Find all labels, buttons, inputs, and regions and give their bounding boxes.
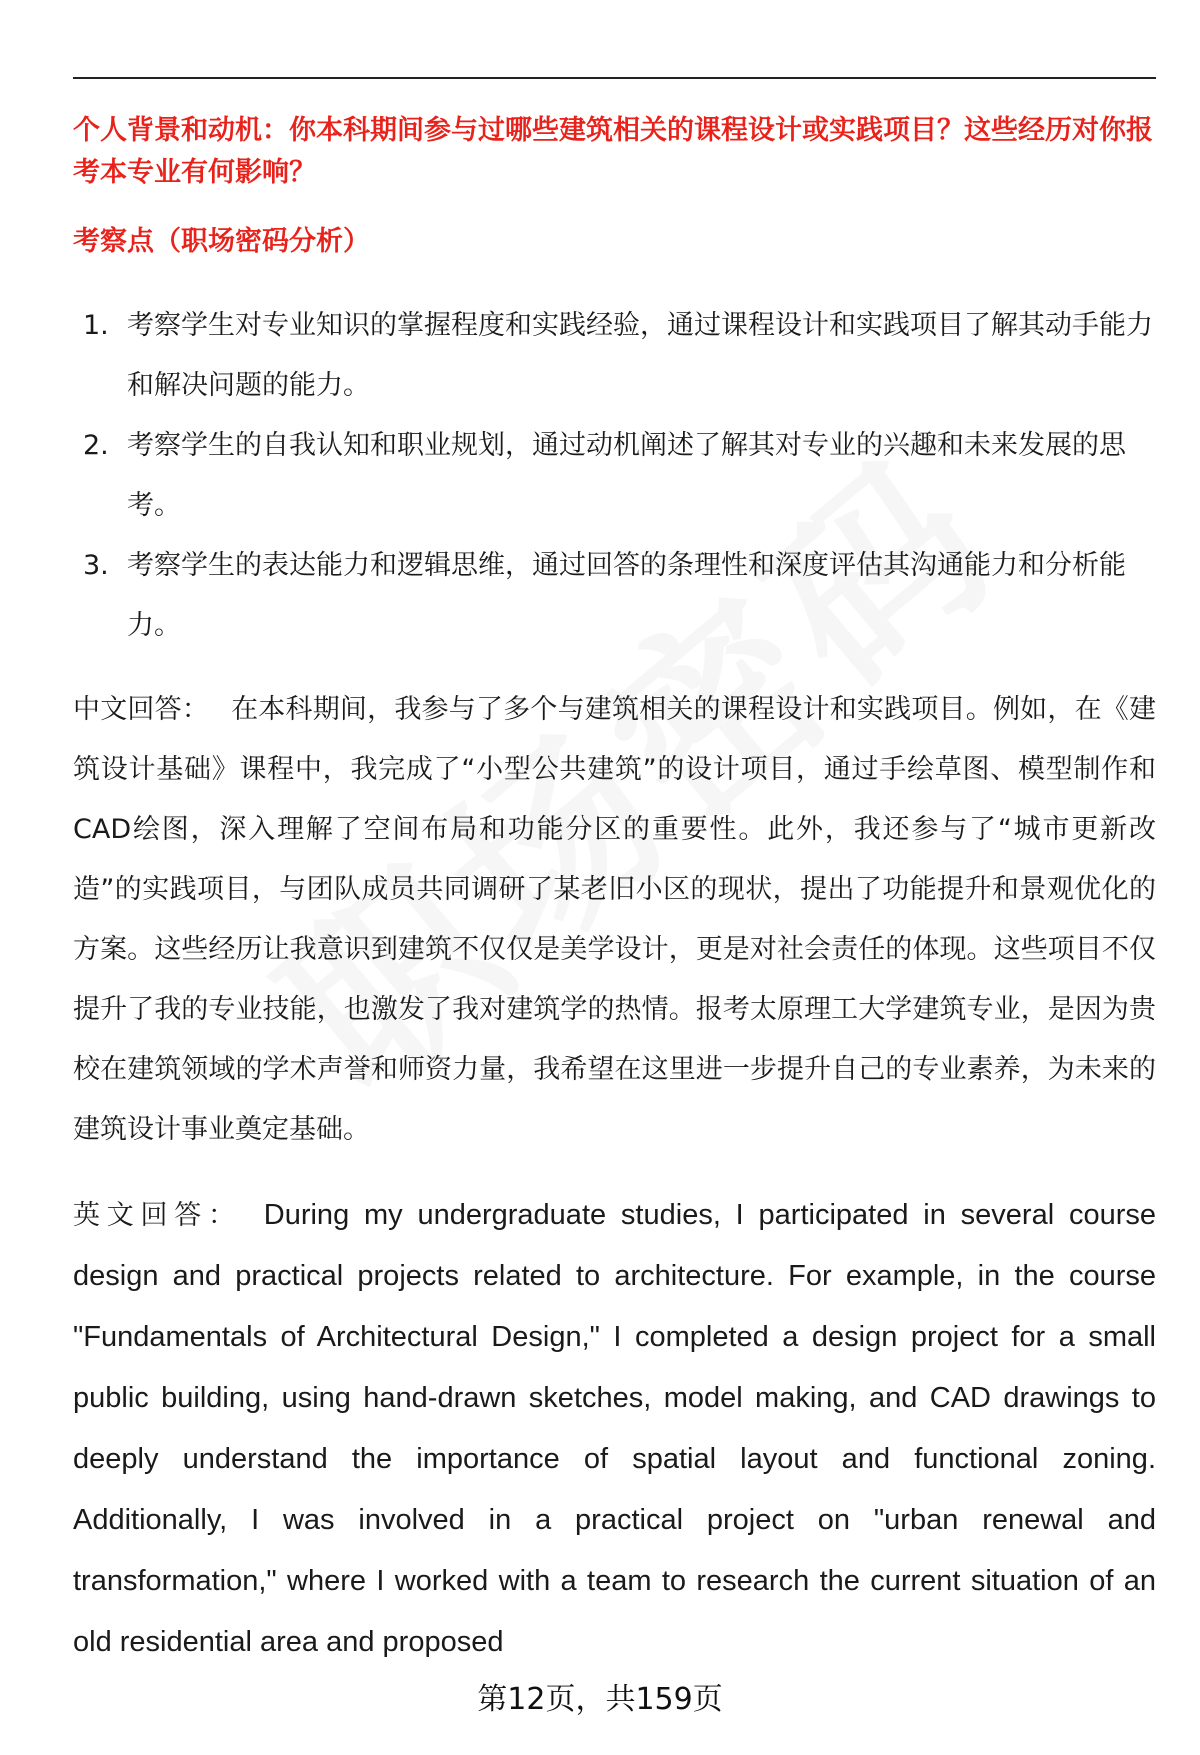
list-item-number: 3. xyxy=(83,550,109,581)
section-heading: 考察点（职场密码分析） xyxy=(73,226,370,257)
list-item xyxy=(73,536,1156,656)
question-heading: 个人背景和动机：你本科期间参与过哪些建筑相关的课程设计或实践项目？这些经历对你报考本专业有何影响？ xyxy=(73,115,1153,188)
list-item-text: 考察学生的表达能力和逻辑思维，通过回答的条理性和深度评估其沟通能力和分析能力。 xyxy=(127,550,1126,641)
english-answer xyxy=(73,1185,1156,1673)
english-answer-text: During my undergraduate studies, I participated in several course design and practical projects related to architecture. For example, in the course "Fundamentals of Architectural Design," I completed a design project for a small public building, using hand-drawn sketches, model making, and CAD drawings to deeply understand the importance of spatial layout and functional zoning. Additionally, I was involved in a practical project on "urban renewal and transformation," where I worked with a team to research the current situation of an old residential area and proposed xyxy=(73,1199,1156,1658)
list-item xyxy=(73,296,1156,416)
chinese-answer-text: 在本科期间，我参与了多个与建筑相关的课程设计和实践项目。例如，在《建筑设计基础》课程中，我完成了“小型公共建筑”的设计项目，通过手绘草图、模型制作和CAD绘图，深入理解了空间布局和功能分区的重要性。此外，我还参与了“城市更新改造”的实践项目，与团队成员共同调研了某老旧小区的现状，提出了功能提升和景观优化的方案。这些经历让我意识到建筑不仅仅是美学设计，更是对社会责任的体现。这些项目不仅提升了我的专业技能，也激发了我对建筑学的热情。报考太原理工大学建筑专业，是因为贵校在建筑领域的学术声誉和师资力量，我希望在这里进一步提升自己的专业素养，为未来的建筑设计事业奠定基础。 xyxy=(73,694,1157,1145)
page-number-footer: 第12页，共159页 xyxy=(477,1682,723,1717)
list-item-number: 2. xyxy=(83,430,109,461)
chinese-answer-label: 中文回答： xyxy=(73,694,210,725)
list-item-text: 考察学生对专业知识的掌握程度和实践经验，通过课程设计和实践项目了解其动手能力和解决问题的能力。 xyxy=(127,310,1153,401)
header-rule xyxy=(73,77,1156,79)
assessment-points-list xyxy=(73,296,1156,656)
chinese-answer xyxy=(73,680,1156,1160)
list-item-number: 1. xyxy=(83,310,109,341)
english-answer-label: 英文回答： xyxy=(73,1200,242,1231)
list-item-text: 考察学生的自我认知和职业规划，通过动机阐述了解其对专业的兴趣和未来发展的思考。 xyxy=(127,430,1126,521)
list-item xyxy=(73,416,1156,536)
